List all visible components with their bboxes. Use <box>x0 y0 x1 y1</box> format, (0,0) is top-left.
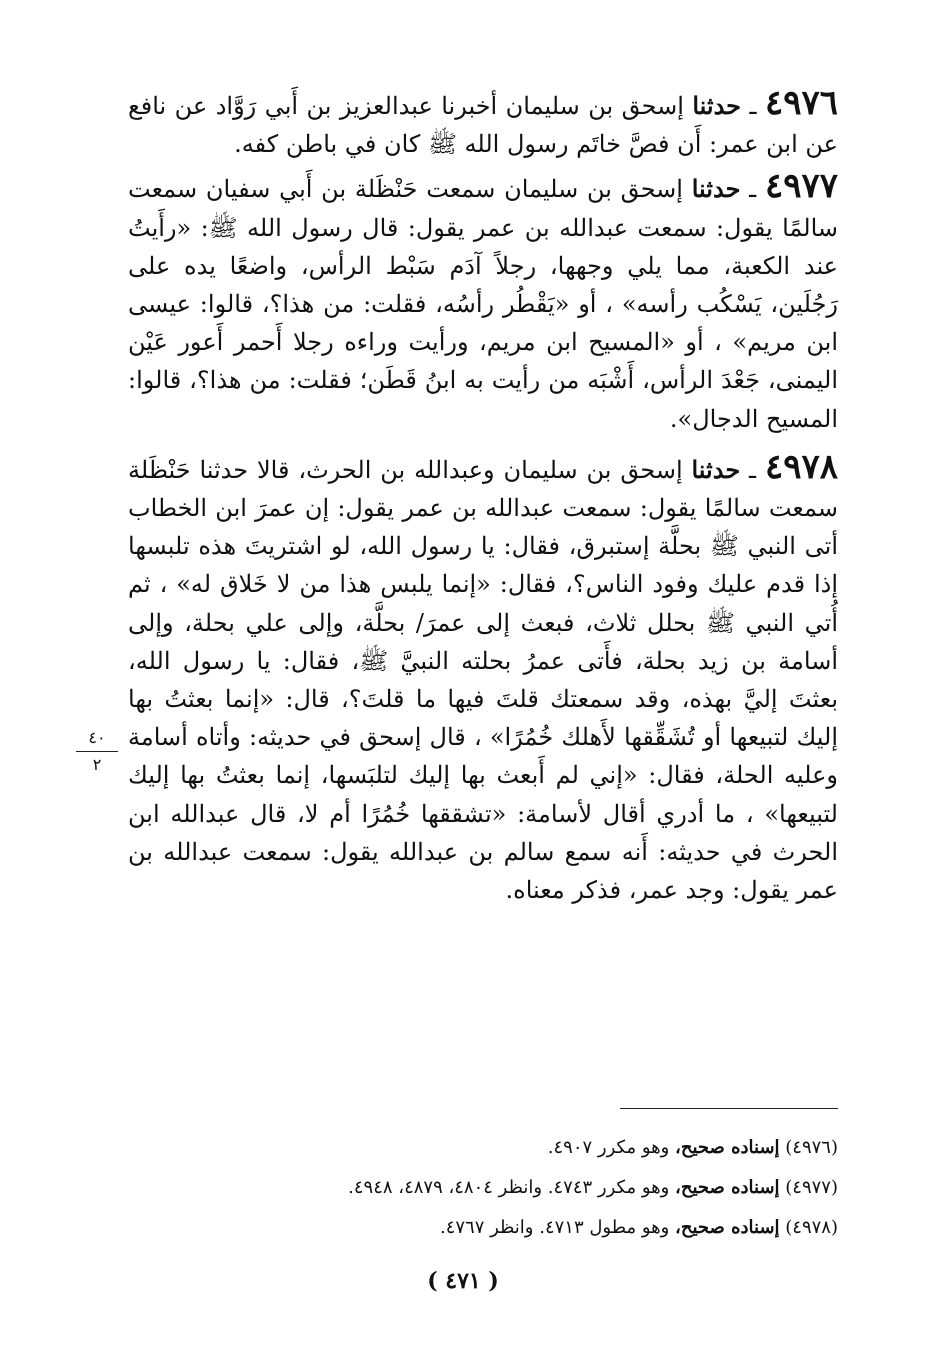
footnote-label: إسناده صحيح، <box>675 1137 780 1158</box>
footnote-text: وهو مطول ٤٧١٣. وانظر ٤٧٦٧. <box>439 1217 676 1238</box>
hadith-text: إسحق بن سليمان وعبدالله بن الحرث، قالا حدثنا حَنْظَلة سمعت سالمًا يقول: سمعت عبدالله بن عمر يقول: إن عمرَ ابن الخطاب أتى النبي ﷺ بحلَّة إستبرق، فقال: يا رسول الله، لو اشتريتَ هذه تلبسها إذا قدم عليك وفود الناس؟، فقال: «إنما يلبس هذا من لا خَلاق له» ، ثم أُتي النبي ﷺ بحلل ثلاث، فبعث إلى عمرَ/ بحلَّة، وإلى علي بحلة، وإلى أسامة بن زيد بحلة، فأَتى عمرُ بحلته النبيَّ ﷺ، فقال: يا رسول الله، بعثتَ إليَّ بهذه، وقد سمعتك قلتَ فيها ما قلتَ؟، قال: «إنما بعثتُ بها إليك لتبيعها أو تُشَقِّقها لأَهلك خُمُرًا» ، قال إسحق في حديثه: وأتاه أسامة وعليه الحلة، فقال: «إني لم أَبعث بها إليك لتلبَسها، إنما بعثتُ بها إليك لتبيعها» ، ما أدري أقال لأسامة: «تشققها خُمُرًا أم لا، قال عبدالله ابن الحرث في حديثه: أَنه سمع سالم بن عبدالله يقول: سمعت عبدالله بن عمر يقول: وجد عمر، فذكر معناه. <box>128 455 838 905</box>
haddathana-word: حدثنا <box>692 91 742 120</box>
footnote-ref: (٤٩٧٨) <box>785 1217 838 1238</box>
page-number: ( ٤٧١ ) <box>427 1268 499 1294</box>
footnote-label: إسناده صحيح، <box>675 1177 780 1198</box>
margin-note-divider <box>76 751 118 752</box>
hadith-4978 <box>128 448 838 909</box>
hadith-text: إسحق بن سليمان أخبرنا عبدالعزيز بن أَبي رَوَّاد عن نافع عن ابن عمر: أَن فصَّ خاتَم رسول الله ﷺ كان في باطن كفه. <box>128 92 838 159</box>
hadith-number: ٤٩٧٧ <box>764 166 838 207</box>
footnote-text: وهو مكرر ٤٩٠٧. <box>547 1137 676 1158</box>
footnote-separator <box>620 1108 838 1109</box>
haddathana-word: حدثنا <box>691 454 741 484</box>
hadith-number: ٤٩٧٦ <box>764 83 838 123</box>
footnote-label: إسناده صحيح، <box>675 1217 780 1238</box>
dash: ـ <box>740 455 765 484</box>
dash: ـ <box>740 175 765 204</box>
footnote-4976 <box>170 1128 838 1168</box>
margin-volume-note <box>72 728 122 775</box>
dash: ـ <box>741 92 765 120</box>
hadith-number: ٤٩٧٨ <box>764 446 838 487</box>
footnote-text: وهو مكرر ٤٧٤٣. وانظر ٤٨٠٤، ٤٨٧٩، ٤٩٤٨. <box>348 1177 676 1198</box>
margin-note-top: ٤٠ <box>88 728 106 747</box>
footnote-4978 <box>170 1208 838 1248</box>
footnote-ref: (٤٩٧٧) <box>785 1177 838 1198</box>
hadith-4977 <box>128 167 838 437</box>
hadith-4976 <box>128 84 838 163</box>
footnote-ref: (٤٩٧٦) <box>785 1137 838 1158</box>
margin-note-bottom: ٢ <box>92 755 102 774</box>
hadith-text: إسحق بن سليمان سمعت حَنْظَلة بن أَبي سفيان سمعت سالمًا يقول: سمعت عبدالله بن عمر يقول: قال رسول الله ﷺ: «رأَيتُ عند الكعبة، مما يلي وجهها، رجلاً آدَم سَبْط الرأس، واضعًا يده على رَجُلَين، يَسْكُب رأسه» ، أو «يَقْطُر رأسُه، فقلت: من هذا؟، قالوا: عيسى ابن مريم» ، أو «المسيح ابن مريم، ورأيت وراءه رجلا أَحمر أَعور عَيْن اليمنى، جَعْدَ الرأس، أَشْبَه من رأيت به ابنُ قَطَن؛ فقلت: من هذا؟، قالوا: المسيح الدجال». <box>128 175 839 433</box>
footnote-4977 <box>170 1168 838 1208</box>
footnotes <box>170 1128 838 1248</box>
haddathana-word: حدثنا <box>691 174 741 204</box>
main-text <box>128 84 838 913</box>
